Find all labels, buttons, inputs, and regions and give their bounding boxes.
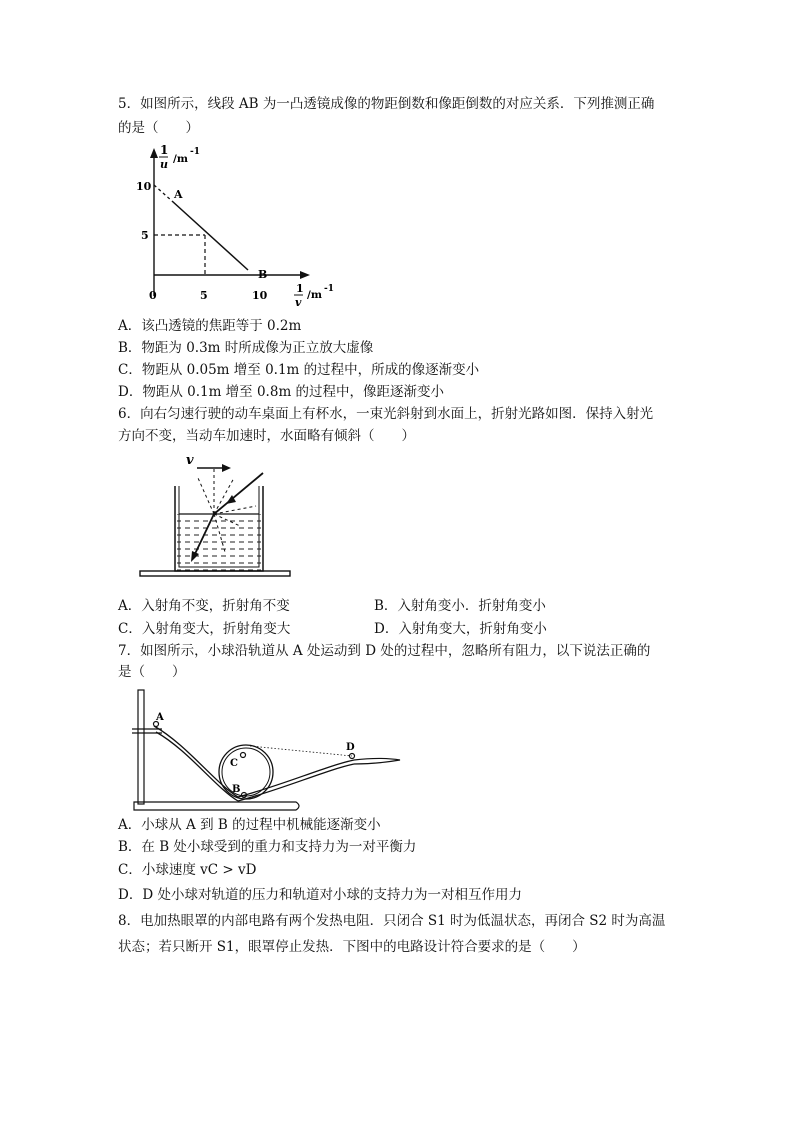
- svg-text:-1: -1: [324, 284, 334, 294]
- q7-loop: [219, 745, 273, 799]
- q5-x-label: 1: [296, 282, 304, 295]
- q7-stem-line1: 7．如图所示，小球沿轨道从 A 处运动到 D 处的过程中，忽略所有阻力，以下说法正确的: [118, 643, 651, 659]
- q7-track-diagram: [126, 684, 406, 812]
- q6-option-d[interactable]: D．入射角变大，折射角变小: [374, 621, 547, 637]
- q5-option-d[interactable]: D．物距从 0.1m 增至 0.8m 的过程中，像距逐渐变小: [118, 384, 445, 400]
- q5-ytick-10: 10: [136, 180, 152, 193]
- q7-base: [134, 802, 299, 810]
- q6-option-c[interactable]: C．入射角变大，折射角变大: [118, 621, 291, 637]
- q5-x-axis-arrow: [300, 271, 310, 279]
- q7-stand: [138, 690, 144, 804]
- q5-option-b[interactable]: B．物距为 0.3m 时所成像为正立放大虚像: [118, 340, 374, 356]
- svg-text:-1: -1: [190, 147, 200, 157]
- q5-stem-line2: 的是（ ）: [118, 120, 199, 136]
- q7-label-d: D: [346, 742, 355, 753]
- q5-ytick-5: 5: [141, 229, 149, 242]
- q6-option-a[interactable]: A．入射角不变，折射角不变: [118, 598, 290, 614]
- q5-stem-line1: 5．如图所示，线段 AB 为一凸透镜成像的物距倒数和像距倒数的对应关系．下列推测正确: [118, 96, 655, 112]
- q5-dashed-top: [154, 185, 172, 201]
- q6-incident-ray: [214, 473, 263, 514]
- q8-stem-line2: 状态；若只断开 S1，眼罩停止发热．下图中的电路设计符合要求的是（ ）: [118, 939, 586, 955]
- q5-y-axis-arrow: [150, 148, 158, 158]
- q6-stem-line1: 6．向右匀速行驶的动车桌面上有杯水，一束光斜射到水面上，折射光路如图．保持入射光: [118, 406, 654, 422]
- q7-track-ascent: [238, 760, 354, 797]
- q6-option-b[interactable]: B．入射角变小．折射角变小: [374, 598, 546, 614]
- q6-water: [177, 514, 261, 571]
- q5-xtick-10: 10: [252, 289, 268, 302]
- q5-option-a[interactable]: A．该凸透镜的焦距等于 0.2m: [118, 318, 302, 334]
- q6-cup-diagram: [130, 448, 300, 583]
- q5-y-label: 1: [160, 143, 169, 157]
- q7-track-descent: [154, 726, 241, 797]
- q5-xtick-5: 5: [200, 289, 208, 302]
- svg-text:/m: /m: [307, 289, 322, 301]
- q8-stem-line1: 8．电加热眼罩的内部电路有两个发热电阻．只闭合 S1 时为低温状态，再闭合 S2 时为高温: [118, 913, 666, 929]
- q5-point-b: B: [258, 268, 268, 281]
- q5-option-c[interactable]: C．物距从 0.05m 增至 0.1m 的过程中，所成的像逐渐变小: [118, 362, 480, 378]
- q6-velocity-label: v: [186, 453, 194, 468]
- q5-point-a: A: [174, 188, 183, 201]
- q7-label-b: B: [232, 784, 241, 795]
- q6-stem-line2: 方向不变，当动车加速时，水面略有倾斜（ ）: [118, 428, 415, 444]
- q7-option-c[interactable]: C．小球速度 vC > vD: [118, 862, 257, 878]
- q7-option-d[interactable]: D．D 处小球对轨道的压力和轨道对小球的支持力为一对相互作用力: [118, 887, 522, 903]
- svg-text:v: v: [295, 296, 302, 309]
- svg-text:/m: /m: [173, 153, 188, 165]
- q5-xtick-0: 0: [149, 289, 157, 302]
- svg-text:u: u: [160, 158, 168, 171]
- q7-stem-line2: 是（ ）: [118, 664, 186, 680]
- q7-ball-c: [241, 753, 246, 758]
- q7-label-a: A: [156, 712, 164, 723]
- q7-option-a[interactable]: A．小球从 A 到 B 的过程中机械能逐渐变小: [118, 817, 381, 833]
- q7-label-c: C: [230, 758, 238, 769]
- q7-option-b[interactable]: B．在 B 处小球受到的重力和支持力为一对平衡力: [118, 839, 417, 855]
- q5-lens-graph: [130, 140, 340, 310]
